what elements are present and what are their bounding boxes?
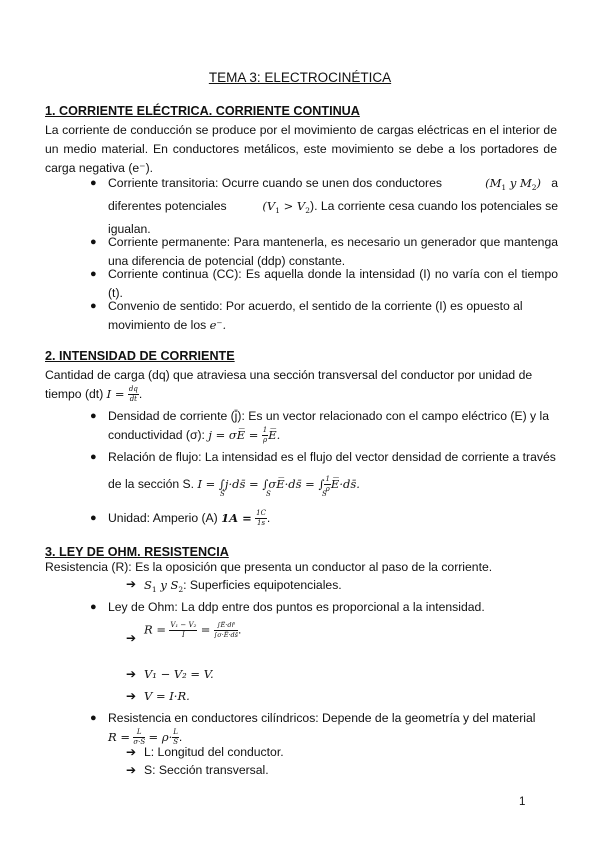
s2-bullet-unidad: Unidad: Amperio (A) 1A = $\frac{1C}{1s}$ . xyxy=(108,509,271,528)
bullet-icon: ● xyxy=(90,236,97,248)
s3-bullet-cilindricos: Resistencia en conductores cilíndricos: Depende de la geometría y del material R = $\frac{L}{\sigma\cdot S}$ = ρ· $\frac{L}{S}$ . xyxy=(108,711,536,747)
integral-subscript-s2: S xyxy=(266,490,271,498)
bullet-icon: ● xyxy=(90,177,97,189)
s3-longitud: L: Longitud del conductor. xyxy=(144,745,284,759)
section-1-intro: La corriente de conducción se produce por el movimiento de cargas eléctricas en el interior de un medio material. En conductores metálicos, este movimiento se debe a los portadores de carga negativa (e⁻). xyxy=(45,123,557,175)
s3-seccion: S: Sección transversal. xyxy=(144,763,269,777)
section-1-heading: 1. CORRIENTE ELÉCTRICA. CORRIENTE CONTINUA xyxy=(45,104,360,118)
arrow-icon: ➔ xyxy=(126,631,137,645)
bullet-icon: ● xyxy=(90,451,97,463)
s3-bullet-ohm: Ley de Ohm: La ddp entre dos puntos es proporcional a la intensidad. xyxy=(108,600,485,614)
s3-equipotenciales: $S_1$ y $S_2$: Superficies equipotenciales. xyxy=(144,578,342,594)
bullet-icon: ● xyxy=(90,601,97,613)
integral-subscript-s1: S xyxy=(220,490,225,498)
s3-equation-r: R = $\frac{\text{V₁ − V₂}}{I}$ = $\frac{\int E̅\cdot dr̄}{\int\sigma\cdot E̅\cdot ds̄}$ . xyxy=(144,621,242,639)
arrow-icon: ➔ xyxy=(126,577,137,591)
section-3-intro: Resistencia (R): Es la oposición que presenta un conductor al paso de la corriente. xyxy=(45,560,493,574)
bullet-icon: ● xyxy=(90,712,97,724)
section-2-heading: 2. INTENSIDAD DE CORRIENTE xyxy=(45,349,235,363)
s1-bullet-permanente: Corriente permanente: Para mantenerla, es necesario un generador que mantenga una diferencia de potencial (ddp) constante. xyxy=(108,235,558,268)
bullet-icon: ● xyxy=(90,512,97,524)
s3-equation-ir: V = I·R. xyxy=(144,689,190,703)
integral-subscript-s3: S xyxy=(322,490,327,498)
arrow-icon: ➔ xyxy=(126,667,137,681)
s1-bullet-transitoria: Corriente transitoria: Ocurre cuando se unen dos conductores ($M_1$ y $M_2$) a diferentes potenciales $(V_1 > V_2)$. La corriente cesa cuando los potenciales se igualan. xyxy=(108,176,558,236)
bullet-icon: ● xyxy=(90,300,97,312)
s1-bullet-convenio: Convenio de sentido: Por acuerdo, el sentido de la corriente (I) es opuesto al movimiento de los e⁻. xyxy=(108,299,523,332)
arrow-icon: ➔ xyxy=(126,763,137,777)
s2-bullet-densidad: Densidad de corriente (j̄): Es un vector relacionado con el campo eléctrico (E) y la conductividad (σ): j = σE̅ = $\frac{1}{\rho}$ E̅. xyxy=(108,409,549,445)
s3-equation-v: V₁ − V₂ = V. xyxy=(144,667,214,681)
arrow-icon: ➔ xyxy=(126,689,137,703)
page-title: TEMA 3: ELECTROCINÉTICA xyxy=(208,70,392,85)
page-number: 1 xyxy=(519,796,526,808)
section-3-heading: 3. LEY DE OHM. RESISTENCIA xyxy=(45,545,229,559)
bullet-icon: ● xyxy=(90,410,97,422)
section-2-intro: Cantidad de carga (dq) que atraviesa una sección transversal del conductor por unidad de tiempo (dt) I = $\frac{dq}{dt}$ . xyxy=(45,368,533,404)
bullet-icon: ● xyxy=(90,268,97,280)
s2-bullet-flujo: Relación de flujo: La intensidad es el flujo del vector densidad de corriente a través de la sección S. I = ∫j·ds̄ = ∫σE̅·ds̄ = ∫ $\frac{1}{\rho}$ E̅·ds̄. xyxy=(108,450,556,494)
s1-bullet-continua: Corriente continua (CC): Es aquella donde la intensidad (I) no varía con el tiempo (t). xyxy=(108,267,558,300)
arrow-icon: ➔ xyxy=(126,745,137,759)
